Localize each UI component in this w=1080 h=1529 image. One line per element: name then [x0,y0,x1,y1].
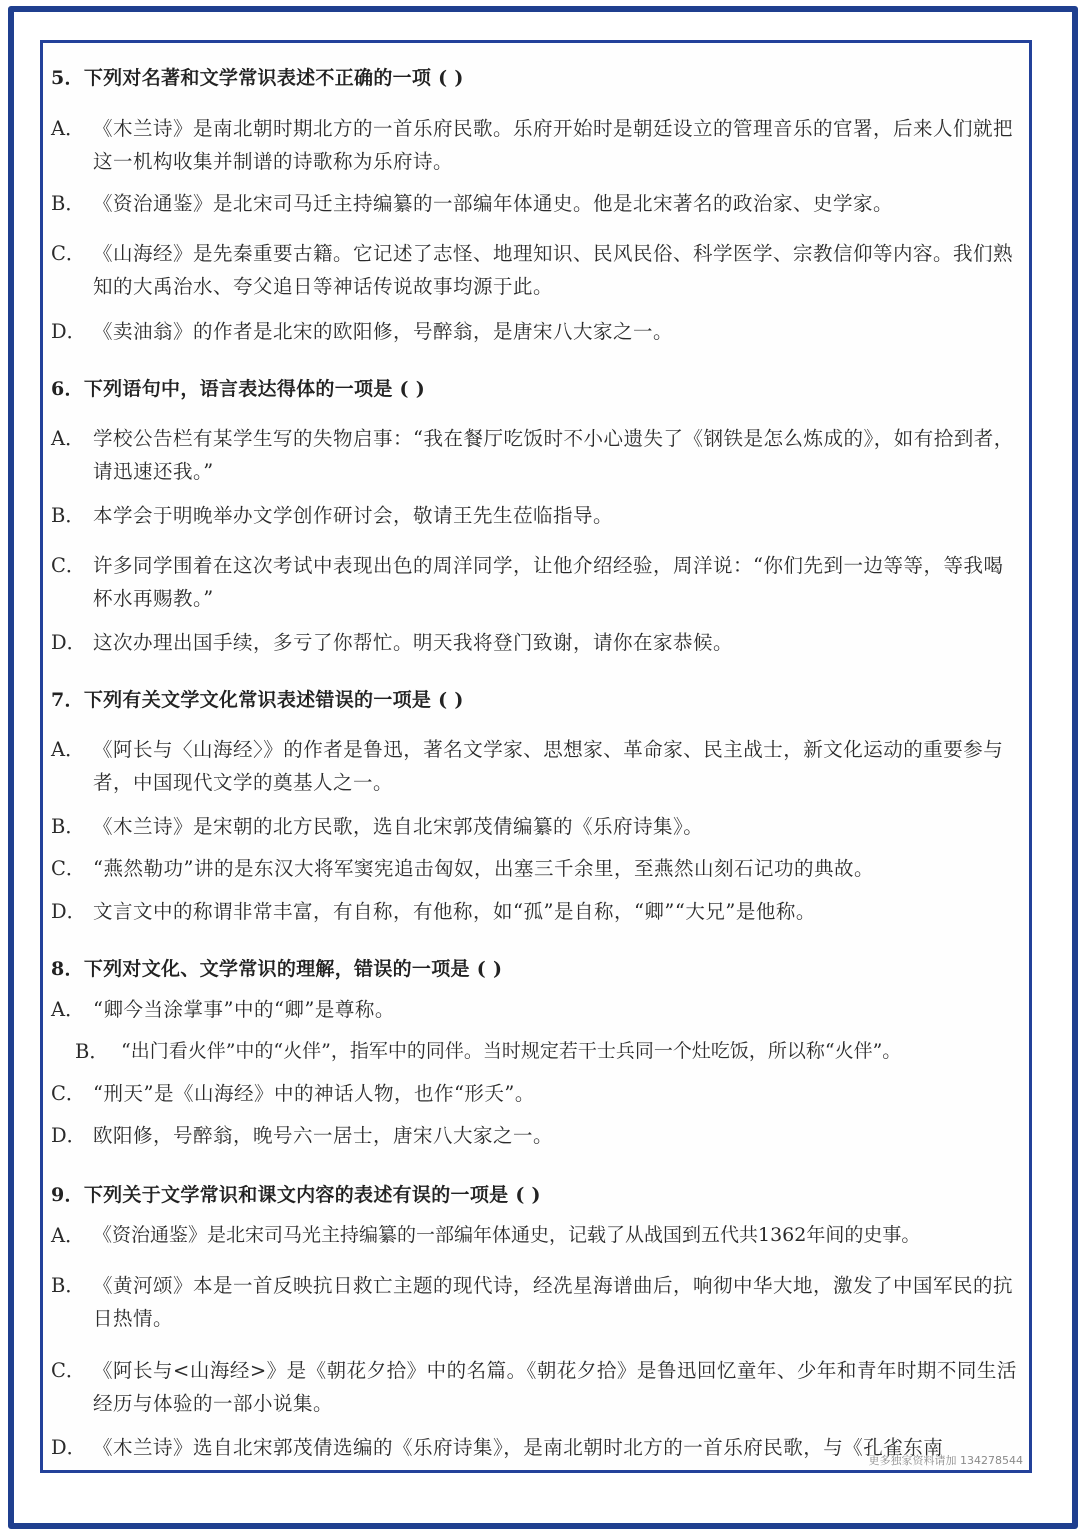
option-letter: B． [51,504,85,527]
option-text: “刑天”是《山海经》中的神话人物，也作“形夭”。 [93,1082,535,1105]
option-a [51,733,1023,799]
option-text: 许多同学围着在这次考试中表现出色的周洋同学，让他介绍经验，周洋说：“你们先到一边等等，等我喝杯水再赐教。” [93,554,1004,610]
option-c [51,1354,1023,1420]
option-letter: C． [51,1359,86,1382]
option-text: 这次办理出国手续，多亏了你帮忙。明天我将登门致谢，请你在家恭候。 [93,631,734,654]
option-b [51,1035,1023,1068]
option-letter: D． [51,1436,87,1459]
option-text: 《资治通鉴》是北宋司马迁主持编纂的一部编年体通史。他是北宋著名的政治家、史学家。 [93,192,894,215]
option-text: 《木兰诗》选自北宋郭茂倩选编的《乐府诗集》，是南北朝时北方的一首乐府民歌，与《孔雀东南 [93,1436,944,1459]
option-text: 《卖油翁》的作者是北宋的欧阳修，号醉翁，是唐宋八大家之一。 [93,320,674,343]
option-letter: A． [51,1224,85,1247]
option-letter: D． [51,631,87,654]
watermark-text: 更多独家资料请加 134278544 [868,1454,1023,1467]
option-c [51,852,1023,885]
option-letter: B． [51,1274,85,1297]
option-letter: D． [51,900,87,923]
option-text: 《阿长与<山海经>》是《朝花夕拾》中的名篇。《朝花夕拾》是鲁迅回忆童年、少年和青年时期不同生活经历与体验的一部小说集。 [93,1359,1017,1415]
option-letter: D． [51,320,87,343]
option-text: 文言文中的称谓非常丰富，有自称，有他称，如“孤”是自称，“卿”“大兄”是他称。 [93,900,816,923]
option-text: “卿今当涂掌事”中的“卿”是尊称。 [93,998,395,1021]
option-letter: C． [51,857,86,880]
option-c [51,237,1023,303]
option-d [51,1119,1023,1152]
option-text: 《黄河颂》本是一首反映抗日救亡主题的现代诗，经冼星海谱曲后，响彻中华大地，激发了中国军民的抗日热情。 [93,1274,1014,1330]
option-letter: B． [51,815,85,838]
option-text: “燕然勒功”讲的是东汉大将军窦宪追击匈奴，出塞三千余里，至燕然山刻石记功的典故。 [93,857,874,880]
option-letter: A． [51,427,85,450]
option-text: 《木兰诗》是南北朝时期北方的一首乐府民歌。乐府开始时是朝廷设立的管理音乐的官署，后来人们就把这一机构收集并制谱的诗歌称为乐府诗。 [93,117,1014,173]
question-stem: 5．下列对名著和文学常识表述不正确的一项 ( ) [51,67,464,89]
option-d [51,626,1023,659]
question-stem: 7．下列有关文学文化常识表述错误的一项是 ( ) [51,689,464,711]
question-stem: 6．下列语句中，语言表达得体的一项是 ( ) [51,378,426,400]
option-c [51,1077,1023,1110]
option-text: 《山海经》是先秦重要古籍。它记述了志怪、地理知识、民风民俗、科学医学、宗教信仰等内容。我们熟知的大禹治水、夸父追日等神话传说故事均源于此。 [93,242,1014,298]
option-a [51,1219,1023,1252]
option-text: “出门看火伴”中的“火伴”，指军中的同伴。当时规定若干士兵同一个灶吃饭，所以称“火伴”。 [121,1040,902,1062]
option-text: 《阿长与〈山海经〉》的作者是鲁迅，著名文学家、思想家、革命家、民主战士，新文化运动的重要参与者，中国现代文学的奠基人之一。 [93,738,1004,794]
question-stem: 9．下列关于文学常识和课文内容的表述有误的一项是 ( ) [51,1184,541,1206]
option-text: 欧阳修，号醉翁，晚号六一居士，唐宋八大家之一。 [93,1124,554,1147]
option-letter: C． [51,1082,86,1105]
option-letter: A． [51,117,85,140]
option-letter: B． [51,192,85,215]
option-letter: A． [51,738,85,761]
option-a [51,993,1023,1026]
option-b [51,810,1023,843]
option-letter: B． [75,1040,109,1063]
option-b [51,187,1023,220]
option-text: 《资治通鉴》是北宋司马光主持编纂的一部编年体通史，记载了从战国到五代共1362年间的史事。 [93,1224,921,1246]
option-letter: C． [51,242,86,265]
option-d [51,315,1023,348]
option-a [51,422,1023,488]
option-letter: D． [51,1124,87,1147]
option-text: 本学会于明晚举办文学创作研讨会，敬请王先生莅临指导。 [93,504,614,527]
option-d [51,895,1023,928]
option-letter: C． [51,554,86,577]
option-letter: A． [51,998,85,1021]
worksheet-page [40,40,1032,1473]
option-a [51,112,1023,178]
option-b [51,499,1023,532]
option-c [51,549,1023,615]
question-stem: 8．下列对文化、文学常识的理解，错误的一项是 ( ) [51,958,503,980]
option-text: 学校公告栏有某学生写的失物启事：“我在餐厅吃饭时不小心遗失了《钢铁是怎么炼成的》，如有拾到者，请迅速还我。” [93,427,1014,483]
option-b [51,1269,1023,1335]
option-text: 《木兰诗》是宋朝的北方民歌，选自北宋郭茂倩编纂的《乐府诗集》。 [93,815,704,838]
